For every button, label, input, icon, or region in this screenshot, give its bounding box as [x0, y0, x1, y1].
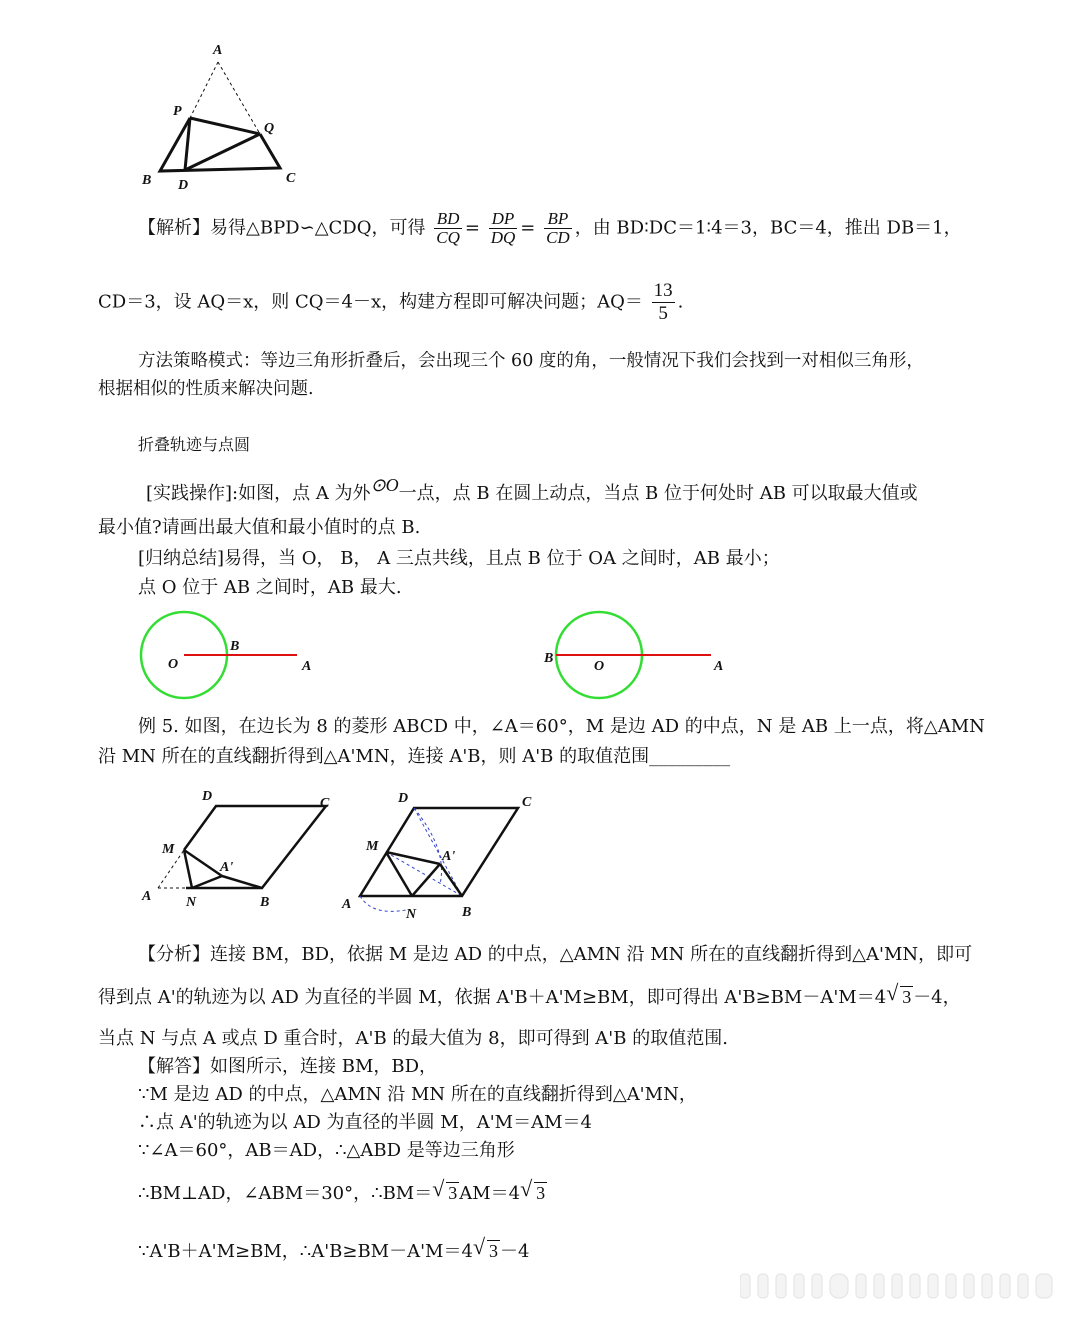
bar-group: [740, 1274, 1052, 1298]
label-B: B: [462, 905, 472, 920]
circle-o-symbol: ⊙O: [370, 475, 399, 495]
edge-MA1: [386, 852, 440, 864]
label-B: B: [230, 639, 240, 654]
fraction-bp-cd: [544, 210, 572, 247]
semicircle-locus: [360, 896, 406, 911]
example5-line1: 例 5. 如图，在边长为 8 的菱形 ABCD 中，∠A＝60°，M 是边 AD 的中点，N 是 AB 上一点，将△AMN: [138, 716, 985, 737]
edge-A1B: [440, 864, 462, 896]
fig-circle-max: [536, 608, 736, 704]
label-A: A: [714, 659, 724, 674]
answer6-text-a: ∵A'B＋A'M≥BM，∴A'B≥BM－A'M＝4: [138, 1241, 473, 1262]
answer-line4: ∵∠A＝60°，AB＝AD，∴△ABD 是等边三角形: [138, 1140, 515, 1161]
label-D: D: [398, 791, 409, 806]
sqrt-3: [432, 1180, 459, 1206]
analysis-line3: 当点 N 与点 A 或点 D 重合时，A'B 的最大值为 8，即可得到 A'B 的取值范围.: [98, 1028, 728, 1049]
answer-line1: 【解答】如图所示，连接 BM，BD，: [138, 1056, 438, 1077]
decorative-bars: [740, 1268, 1060, 1304]
summary-line2: 点 O 位于 AB 之间时，AB 最大.: [138, 577, 402, 598]
jiexi-text-d: .: [677, 291, 684, 313]
fig-rhombus-left: [136, 780, 346, 910]
answer5-text-a: ∴BM⊥AD，∠ABM＝30°，∴BM＝: [138, 1183, 433, 1204]
frac-num: 13: [653, 280, 673, 301]
answer-line5: [138, 1180, 547, 1207]
rhombus-edges: [184, 806, 326, 888]
label-A1: A': [442, 849, 456, 864]
frac-num: DP: [489, 210, 518, 229]
answer-line3: ∴点 A'的轨迹为以 AD 为直径的半圆 M，A'M＝AM＝4: [138, 1112, 592, 1133]
frac-num: BP: [544, 210, 572, 229]
edge-PQ: [190, 118, 260, 134]
fig-rhombus-right: [336, 780, 546, 926]
practice-line2: 最小值?请画出最大值和最小值时的点 B.: [98, 517, 421, 538]
edge-A1B: [222, 876, 262, 888]
sqrt-radicand: 3: [902, 987, 912, 1007]
sqrt-radicand: 3: [488, 1241, 498, 1261]
method-line1: 方法策略模式：等边三角形折叠后，会出现三个 60 度的角，一般情况下我们会找到一对相似三角形，: [138, 351, 924, 371]
frac-num: BD: [434, 210, 462, 229]
answer6-text-b: －4: [499, 1241, 530, 1262]
jiexi-text-b: ，由 BD∶DC＝1∶4＝3，BC＝4，推出 DB＝1，: [574, 217, 962, 239]
jiexi-line2: [98, 280, 683, 325]
frac-den: CQ: [436, 228, 460, 247]
sqrt-radicand: 3: [448, 1183, 458, 1203]
label-Q: Q: [264, 121, 275, 136]
jiexi-tag: 【解析】: [138, 217, 210, 239]
analysis-text-b: －4，: [913, 987, 961, 1008]
sqrt-3: [473, 1238, 500, 1264]
label-D: D: [202, 789, 213, 804]
sqrt-3: [520, 1180, 547, 1206]
section-title: 折叠轨迹与点圆: [138, 435, 251, 454]
answer-line2: ∵M 是边 AD 的中点，△AMN 沿 MN 所在的直线翻折得到△A'MN，: [138, 1084, 697, 1105]
label-B: B: [142, 173, 152, 188]
frac-den: 5: [658, 303, 668, 324]
equals: =: [520, 217, 536, 239]
edge-MN: [386, 852, 412, 896]
label-A: A: [302, 659, 312, 674]
fig-circle-min: [130, 608, 330, 704]
arc-upper: [414, 808, 442, 884]
label-B: B: [260, 895, 270, 910]
edge-AP-dashed: [190, 62, 218, 118]
sqrt-3: [886, 984, 913, 1010]
label-A1: A': [220, 860, 234, 875]
practice-line1: [146, 475, 918, 507]
label-C: C: [320, 796, 330, 811]
label-B: B: [544, 651, 554, 666]
fraction-bd-cq: [434, 210, 462, 247]
practice-text-b: 一点，点 B 在圆上动点，当点 B 位于何处时 AB 可以取最大值或: [398, 483, 918, 504]
sqrt-radicand: 3: [536, 1183, 546, 1203]
label-A: A: [213, 43, 223, 58]
analysis-text-a: 得到点 A'的轨迹为以 AD 为直径的半圆 M，依据 A'B＋A'M≥BM，即可得出 A'B≥BM－A'M＝4: [98, 987, 887, 1008]
analysis-line1: 【分析】连接 BM，BD，依据 M 是边 AD 的中点，△AMN 沿 MN 所在的直线翻折得到△A'MN，即可: [138, 944, 973, 965]
practice-text-a: [实践操作]:如图，点 A 为外: [146, 483, 371, 504]
label-M: M: [366, 839, 379, 854]
equals: =: [464, 217, 480, 239]
answer-line6: [138, 1238, 529, 1265]
fraction-13-5: [652, 280, 675, 325]
label-N: N: [406, 907, 417, 922]
edge-AQ-dashed: [218, 62, 260, 134]
label-O: O: [168, 657, 179, 672]
edge-NA1: [412, 864, 440, 896]
method-line2: 根据相似的性质来解决问题.: [98, 379, 314, 399]
edge-NA1: [192, 876, 222, 888]
label-P: P: [173, 104, 182, 119]
label-C: C: [522, 795, 532, 810]
label-A: A: [342, 897, 352, 912]
label-M: M: [162, 842, 175, 857]
frac-den: DQ: [490, 228, 516, 247]
fig-triangle-fold: [130, 36, 310, 196]
jiexi-text-c: CD＝3，设 AQ＝x，则 CQ＝4－x，构建方程即可解决问题；AQ＝: [98, 291, 643, 313]
edge-DQ: [185, 134, 260, 170]
fraction-dp-dq: [489, 210, 518, 247]
label-A: A: [142, 889, 152, 904]
jiexi-text-a: 易得△BPD∽△CDQ，可得: [210, 217, 426, 239]
label-D: D: [178, 178, 189, 193]
frac-den: CD: [546, 228, 570, 247]
answer5-text-b: AM＝4: [459, 1183, 521, 1204]
analysis-line2: [98, 984, 961, 1011]
label-N: N: [186, 895, 197, 910]
summary-line1: [归纳总结]易得，当 O， B， A 三点共线，且点 B 位于 OA 之间时，AB 最小；: [138, 548, 780, 569]
example5-line2: 沿 MN 所在的直线翻折得到△A'MN，连接 A'B，则 A'B 的取值范围_________: [98, 746, 731, 767]
jiexi-line1: [138, 210, 962, 247]
label-O: O: [594, 659, 605, 674]
label-C: C: [286, 171, 296, 186]
